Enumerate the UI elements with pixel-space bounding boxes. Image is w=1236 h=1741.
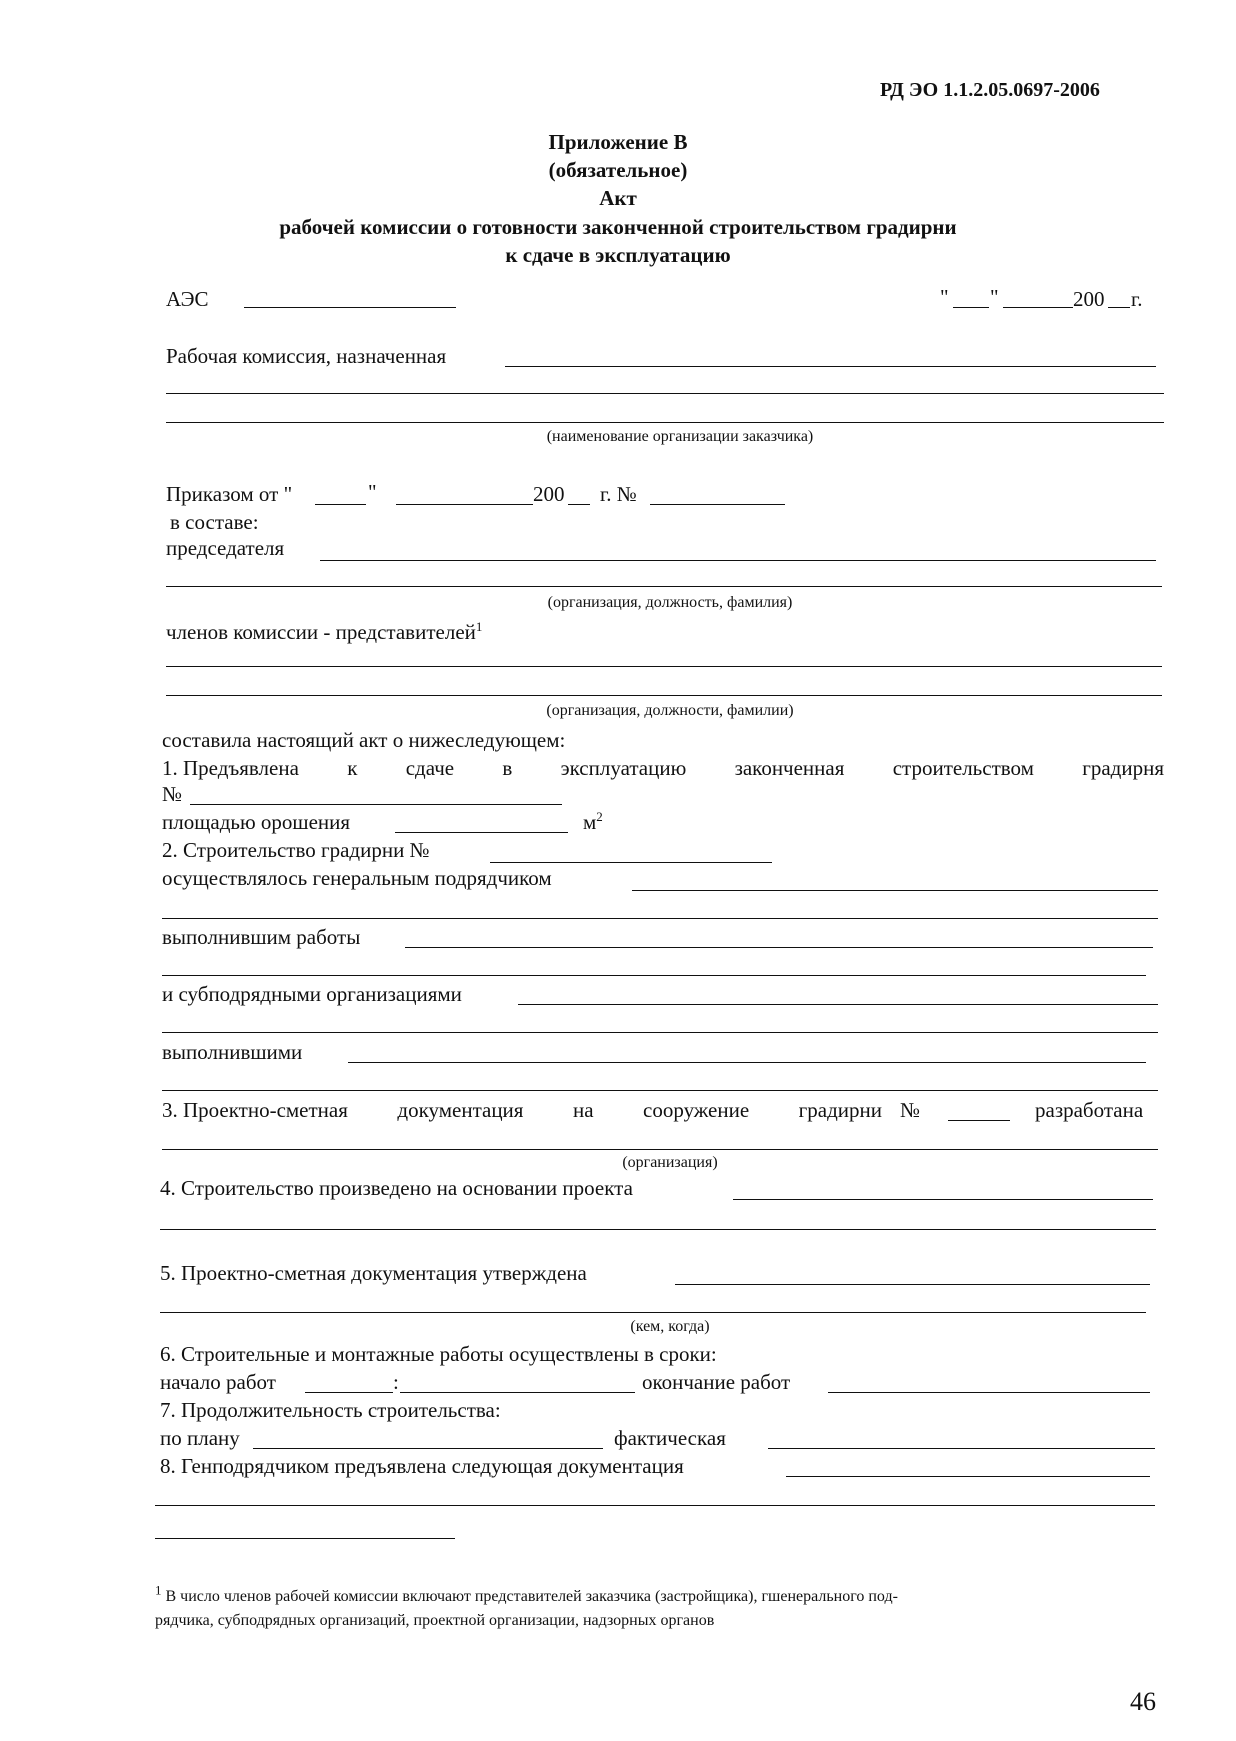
commission-field-1[interactable] (505, 366, 1156, 367)
date-year-prefix: 200 (1073, 287, 1105, 311)
item3-organization-field[interactable] (162, 1149, 1158, 1150)
date-quote-close: " (990, 285, 999, 309)
item6-start-day-field[interactable] (305, 1392, 393, 1393)
item6-start-date-field[interactable] (400, 1392, 635, 1393)
chairman-label: председателя (166, 536, 285, 560)
footnote-separator (155, 1538, 455, 1539)
item1-word: градирня (1082, 756, 1164, 780)
appendix-heading: Приложение В (548, 130, 688, 154)
item5-approved-field-2[interactable] (160, 1312, 1146, 1313)
date-day-field[interactable] (953, 307, 989, 308)
item1-area-unit (583, 810, 603, 834)
item6-end-label: окончание работ (642, 1370, 791, 1394)
item6-end-date-field[interactable] (828, 1392, 1150, 1393)
act-title-line2: к сдаче в эксплуатацию (505, 243, 731, 267)
act-heading: Акт (599, 186, 637, 210)
item2-subcontractors-field-2[interactable] (162, 1032, 1158, 1033)
item1-area-field[interactable] (395, 832, 568, 833)
item2-general-contractor-label: осуществлялось генеральным подрядчиком (162, 866, 552, 890)
footnote-line2: рядчика, субподрядных организаций, проектной организации, надзорных органов (155, 1612, 715, 1629)
date-year-suffix: г. (1131, 287, 1143, 311)
item1-area-label: площадью орошения (162, 810, 351, 834)
item2-label: 2. Строительство градирни № (162, 838, 430, 862)
mandatory-note: (обязательное) (548, 158, 688, 182)
item2-performed2-field-2[interactable] (162, 1090, 1158, 1091)
chairman-field-1[interactable] (320, 560, 1156, 561)
item8-docs-field-2[interactable] (155, 1505, 1155, 1506)
item4-project-field-2[interactable] (160, 1229, 1156, 1230)
item8-label: 8. Генподрядчиком предъявлена следующая документация (160, 1454, 684, 1478)
hint-organization: (организация) (622, 1154, 718, 1171)
item3-word: документация (397, 1098, 524, 1122)
date-quote-open: " (940, 285, 949, 309)
commission-field-3[interactable] (166, 422, 1164, 423)
item1-word: в (502, 756, 513, 780)
document-code: РД ЭО 1.1.2.05.0697-2006 (880, 79, 1100, 101)
item2-general-contractor-field-2[interactable] (162, 918, 1158, 919)
item7-actual-field[interactable] (768, 1448, 1155, 1449)
item3-developed-label: разработана (1035, 1098, 1144, 1122)
item1-word: законченная (734, 756, 845, 780)
item6-label: 6. Строительные и монтажные работы осуществлены в сроки: (160, 1342, 717, 1366)
item2-number-field[interactable] (490, 862, 772, 863)
item3-word: на (572, 1098, 594, 1122)
hint-members: (организация, должности, фамилии) (546, 702, 794, 719)
item2-performed-field-2[interactable] (162, 975, 1146, 976)
footnote-mark: 1 (155, 1582, 162, 1598)
item6-start-colon: : (393, 1370, 399, 1394)
item4-project-field-1[interactable] (733, 1199, 1153, 1200)
members-label (166, 620, 482, 644)
item3-word: сооружение (643, 1098, 750, 1122)
item3-number-field[interactable] (948, 1120, 1010, 1121)
order-month-field[interactable] (396, 504, 533, 505)
unit-text: м (583, 810, 597, 834)
item1-word: эксплуатацию (560, 756, 687, 780)
compiled-label: составила настоящий акт о нижеследующем: (162, 728, 566, 752)
item1-word: строительством (892, 756, 1034, 780)
footnote-text-1: В число членов рабочей комиссии включают представителей заказчика (застройщика), гшенерального под- (165, 1588, 898, 1605)
members-field-1[interactable] (166, 666, 1162, 667)
composition-label: в составе: (170, 510, 259, 534)
item4-label: 4. Строительство произведено на основании проекта (160, 1176, 633, 1200)
item8-docs-field-1[interactable] (786, 1476, 1150, 1477)
item1-number-label: № (162, 782, 183, 806)
members-footnote-mark: 1 (475, 619, 483, 634)
order-year-prefix: 200 (533, 482, 565, 506)
footnote-line1 (155, 1582, 898, 1606)
item5-label: 5. Проектно-сметная документация утверждена (160, 1261, 587, 1285)
hint-who-when: (кем, когда) (630, 1318, 710, 1335)
item7-actual-label: фактическая (614, 1426, 726, 1450)
item1-number-field[interactable] (190, 804, 562, 805)
members-field-2[interactable] (166, 695, 1162, 696)
item2-performed-field-1[interactable] (405, 947, 1153, 948)
order-quote-close: " (368, 480, 377, 504)
act-title-line1: рабочей комиссии о готовности законченной строительством градирни (279, 215, 957, 239)
item1-justified-line (162, 756, 1164, 780)
hint-chairman: (организация, должность, фамилия) (547, 594, 793, 611)
item2-performed2-field-1[interactable] (348, 1062, 1146, 1063)
members-label-text: членов комиссии - представителей (166, 620, 476, 644)
commission-field-2[interactable] (166, 393, 1164, 394)
aes-label: АЭС (166, 287, 209, 311)
item7-label: 7. Продолжительность строительства: (160, 1398, 501, 1422)
aes-field[interactable] (244, 307, 456, 308)
item3-word: градирни (798, 1098, 882, 1122)
item3-word: 3. Проектно-сметная (162, 1098, 348, 1122)
order-number-field[interactable] (650, 504, 785, 505)
item2-subcontractors-field-1[interactable] (518, 1004, 1158, 1005)
item2-subcontractors-label: и субподрядными организациями (162, 982, 462, 1006)
item3-number-label: № (900, 1098, 921, 1122)
order-day-field[interactable] (315, 504, 366, 505)
commission-label: Рабочая комиссия, назначенная (166, 344, 447, 368)
item7-plan-label: по плану (160, 1426, 240, 1450)
hint-customer: (наименование организации заказчика) (546, 428, 814, 445)
date-year-field[interactable] (1108, 307, 1130, 308)
item3-justified-line (162, 1098, 882, 1122)
page-number: 46 (1130, 1687, 1156, 1716)
item2-general-contractor-field-1[interactable] (632, 890, 1158, 891)
item1-word: 1. Предъявлена (162, 756, 299, 780)
order-number-label: г. № (600, 482, 637, 506)
item2-performed2-label: выполнившими (162, 1040, 303, 1064)
item2-performed-label: выполнившим работы (162, 925, 361, 949)
chairman-field-2[interactable] (166, 586, 1162, 587)
item6-start-label: начало работ (160, 1370, 276, 1394)
item7-plan-field[interactable] (253, 1448, 603, 1449)
item5-approved-field-1[interactable] (675, 1284, 1150, 1285)
item1-word: сдаче (405, 756, 455, 780)
order-year-field[interactable] (568, 504, 590, 505)
date-month-field[interactable] (1003, 307, 1073, 308)
order-label: Приказом от " (166, 482, 293, 506)
unit-superscript: 2 (596, 809, 603, 824)
item1-word: к (347, 756, 358, 780)
